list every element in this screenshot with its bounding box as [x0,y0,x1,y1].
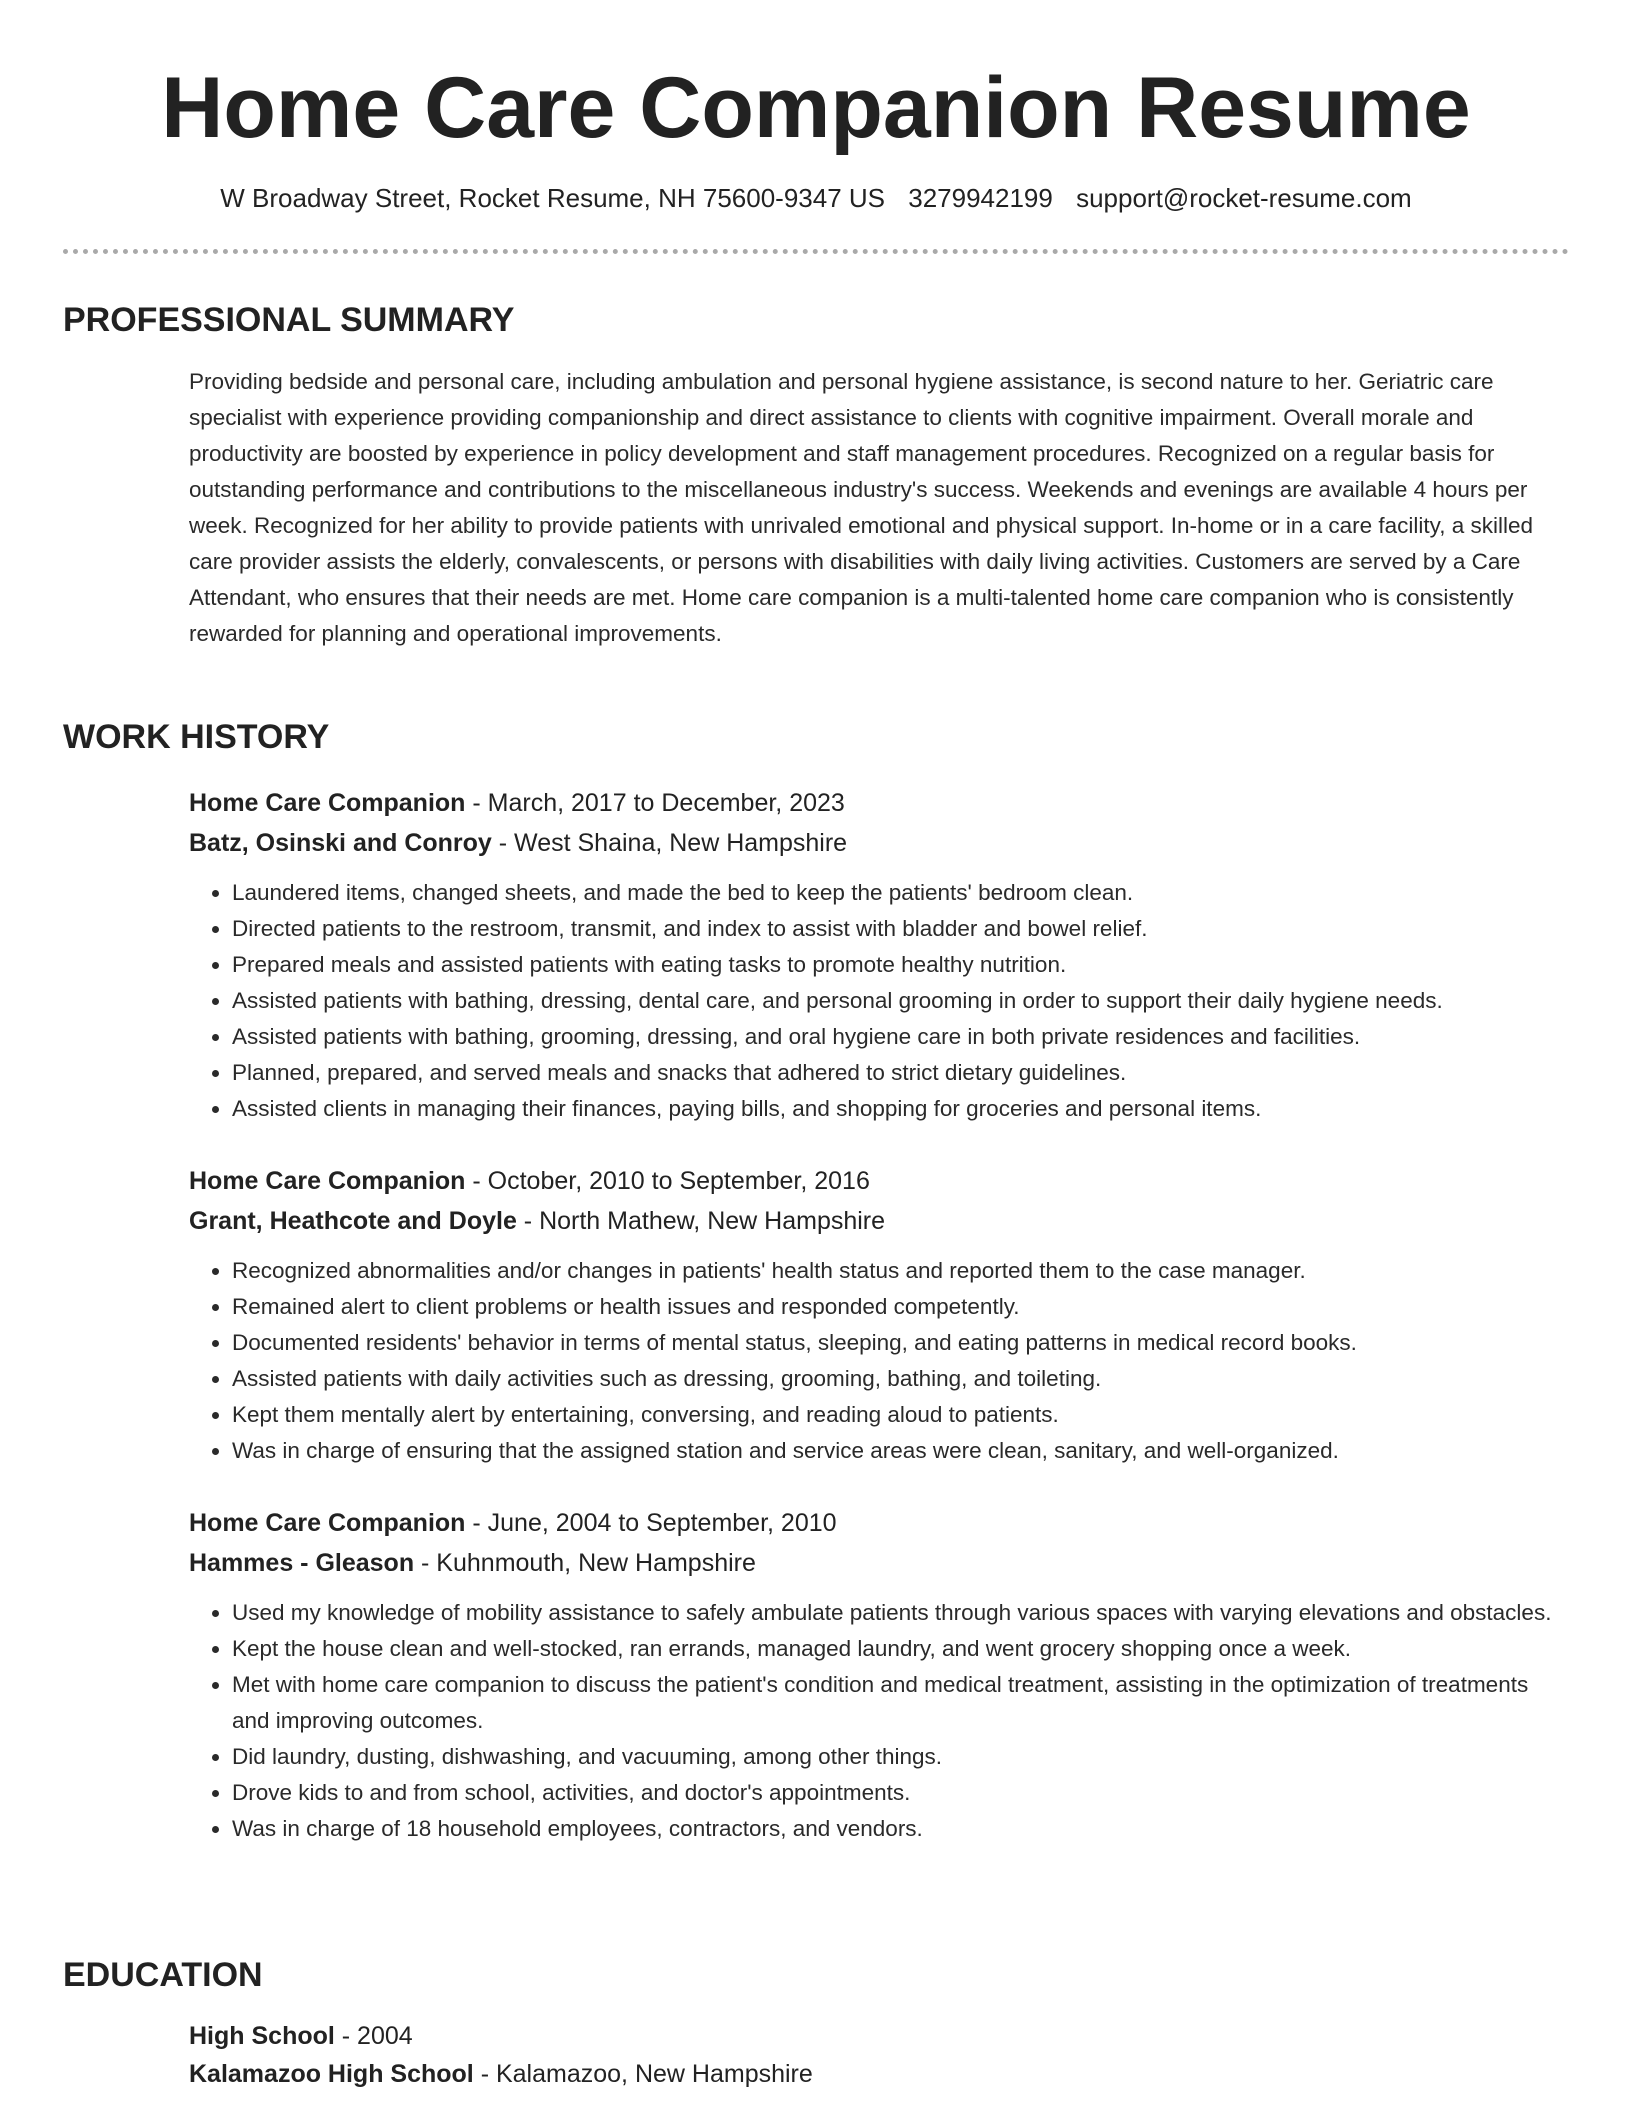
job-bullet: • Kept them mentally alert by entertaining, conversing, and reading aloud to patients. [232,1397,1569,1433]
job-bullet: • Was in charge of 18 household employees, contractors, and vendors. [232,1811,1569,1847]
summary-section [63,300,1569,652]
job-dates: - October, 2010 to September, 2016 [465,1167,870,1195]
resume-title: Home Care Companion Resume [161,60,1471,156]
contact-line [0,180,1632,216]
job-bullet: • Assisted clients in managing their finances, paying bills, and shopping for groceries and personal items. [232,1091,1569,1127]
job-title-line [189,1503,1569,1543]
job-bullet: • Assisted patients with daily activities such as dressing, grooming, bathing, and toileting. [232,1361,1569,1397]
education-section [63,1955,1569,2093]
job-company: Hammes - Gleason [189,1549,415,1577]
job-location: - North Mathew, New Hampshire [516,1207,886,1235]
job-bullet: • Prepared meals and assisted patients with eating tasks to promote healthy nutrition. [232,947,1569,983]
education-school: Kalamazoo High School [189,2060,474,2088]
job-dates: - June, 2004 to September, 2010 [465,1509,837,1537]
education-degree: High School [189,2022,335,2050]
job-bullets [189,1253,1569,1469]
education-entry [189,2017,1569,2093]
contact-email: support@rocket-resume.com [1076,183,1412,213]
education-degree-line [189,2017,1569,2055]
work-history-section [63,717,1569,1847]
job-location: - West Shaina, New Hampshire [491,829,848,857]
job-role: Home Care Companion [189,789,466,817]
job-bullet: • Laundered items, changed sheets, and made the bed to keep the patients' bedroom clean. [232,875,1569,911]
job-role: Home Care Companion [189,1167,466,1195]
job-entry [189,783,1569,1127]
job-company-line [189,1543,1569,1583]
job-bullet: • Directed patients to the restroom, transmit, and index to assist with bladder and bowel relief. [232,911,1569,947]
job-entry [189,1161,1569,1469]
education-year: - 2004 [334,2022,413,2050]
job-dates: - March, 2017 to December, 2023 [465,789,845,817]
job-company-line [189,823,1569,863]
job-bullet: • Documented residents' behavior in terms of mental status, sleeping, and eating patterns in medical record books. [232,1325,1569,1361]
job-entry [189,1503,1569,1847]
job-bullet: • Remained alert to client problems or health issues and responded competently. [232,1289,1569,1325]
contact-phone: 3279942199 [908,183,1053,213]
job-bullet: • Recognized abnormalities and/or changes in patients' health status and reported them to the case manager. [232,1253,1569,1289]
job-bullet: • Assisted patients with bathing, grooming, dressing, and oral hygiene care in both private residences and facilities. [232,1019,1569,1055]
job-bullets [189,875,1569,1127]
job-list [189,783,1569,1847]
summary-heading: PROFESSIONAL SUMMARY [63,301,515,339]
header-divider [63,249,1569,254]
job-bullet: • Planned, prepared, and served meals and snacks that adhered to strict dietary guidelines. [232,1055,1569,1091]
job-bullet: • Used my knowledge of mobility assistance to safely ambulate patients through various spaces with varying elevations and obstacles. [232,1595,1569,1631]
job-company-line [189,1201,1569,1241]
job-role: Home Care Companion [189,1509,466,1537]
education-school-line [189,2055,1569,2093]
work-history-heading: WORK HISTORY [63,718,330,756]
job-bullet: • Kept the house clean and well-stocked, ran errands, managed laundry, and went grocery shopping once a week. [232,1631,1569,1667]
job-bullets [189,1595,1569,1847]
education-heading: EDUCATION [63,1956,263,1994]
job-location: - Kuhnmouth, New Hampshire [414,1549,756,1577]
contact-address: W Broadway Street, Rocket Resume, NH 75600-9347 US [220,183,886,213]
job-bullet: • Assisted patients with bathing, dressing, dental care, and personal grooming in order to support their daily hygiene needs. [232,983,1569,1019]
education-location: - Kalamazoo, New Hampshire [473,2060,813,2088]
job-company: Batz, Osinski and Conroy [189,829,492,857]
job-title-line [189,1161,1569,1201]
job-bullet: • Met with home care companion to discuss the patient's condition and medical treatment, assisting in the optimization of treatments and improving outcomes. [232,1667,1569,1739]
job-bullet: • Drove kids to and from school, activities, and doctor's appointments. [232,1775,1569,1811]
job-title-line [189,783,1569,823]
summary-text: Providing bedside and personal care, including ambulation and personal hygiene assistance, is second nature to her. Geriatric care specialist with experience providing companionship and direct assistance to clients with cognitive impairment. Overall morale and productivity are boosted by experience in policy development and staff management procedures. Recognized on a regular basis for outstanding performance and contributions to the miscellaneous industry's success. Weekends and evenings are available 4 hours per week. Recognized for her ability to provide patients with unrivaled emotional and physical support. In-home or in a care facility, a skilled care provider assists the elderly, convalescents, or persons with disabilities with daily living activities. Customers are served by a Care Attendant, who ensures that their needs are met. Home care companion is a multi-talented home care companion who is consistently rewarded for planning and operational improvements. [189,369,1534,646]
job-bullet: • Did laundry, dusting, dishwashing, and vacuuming, among other things. [232,1739,1569,1775]
job-bullet: • Was in charge of ensuring that the assigned station and service areas were clean, sanitary, and well-organized. [232,1433,1569,1469]
job-company: Grant, Heathcote and Doyle [189,1207,517,1235]
